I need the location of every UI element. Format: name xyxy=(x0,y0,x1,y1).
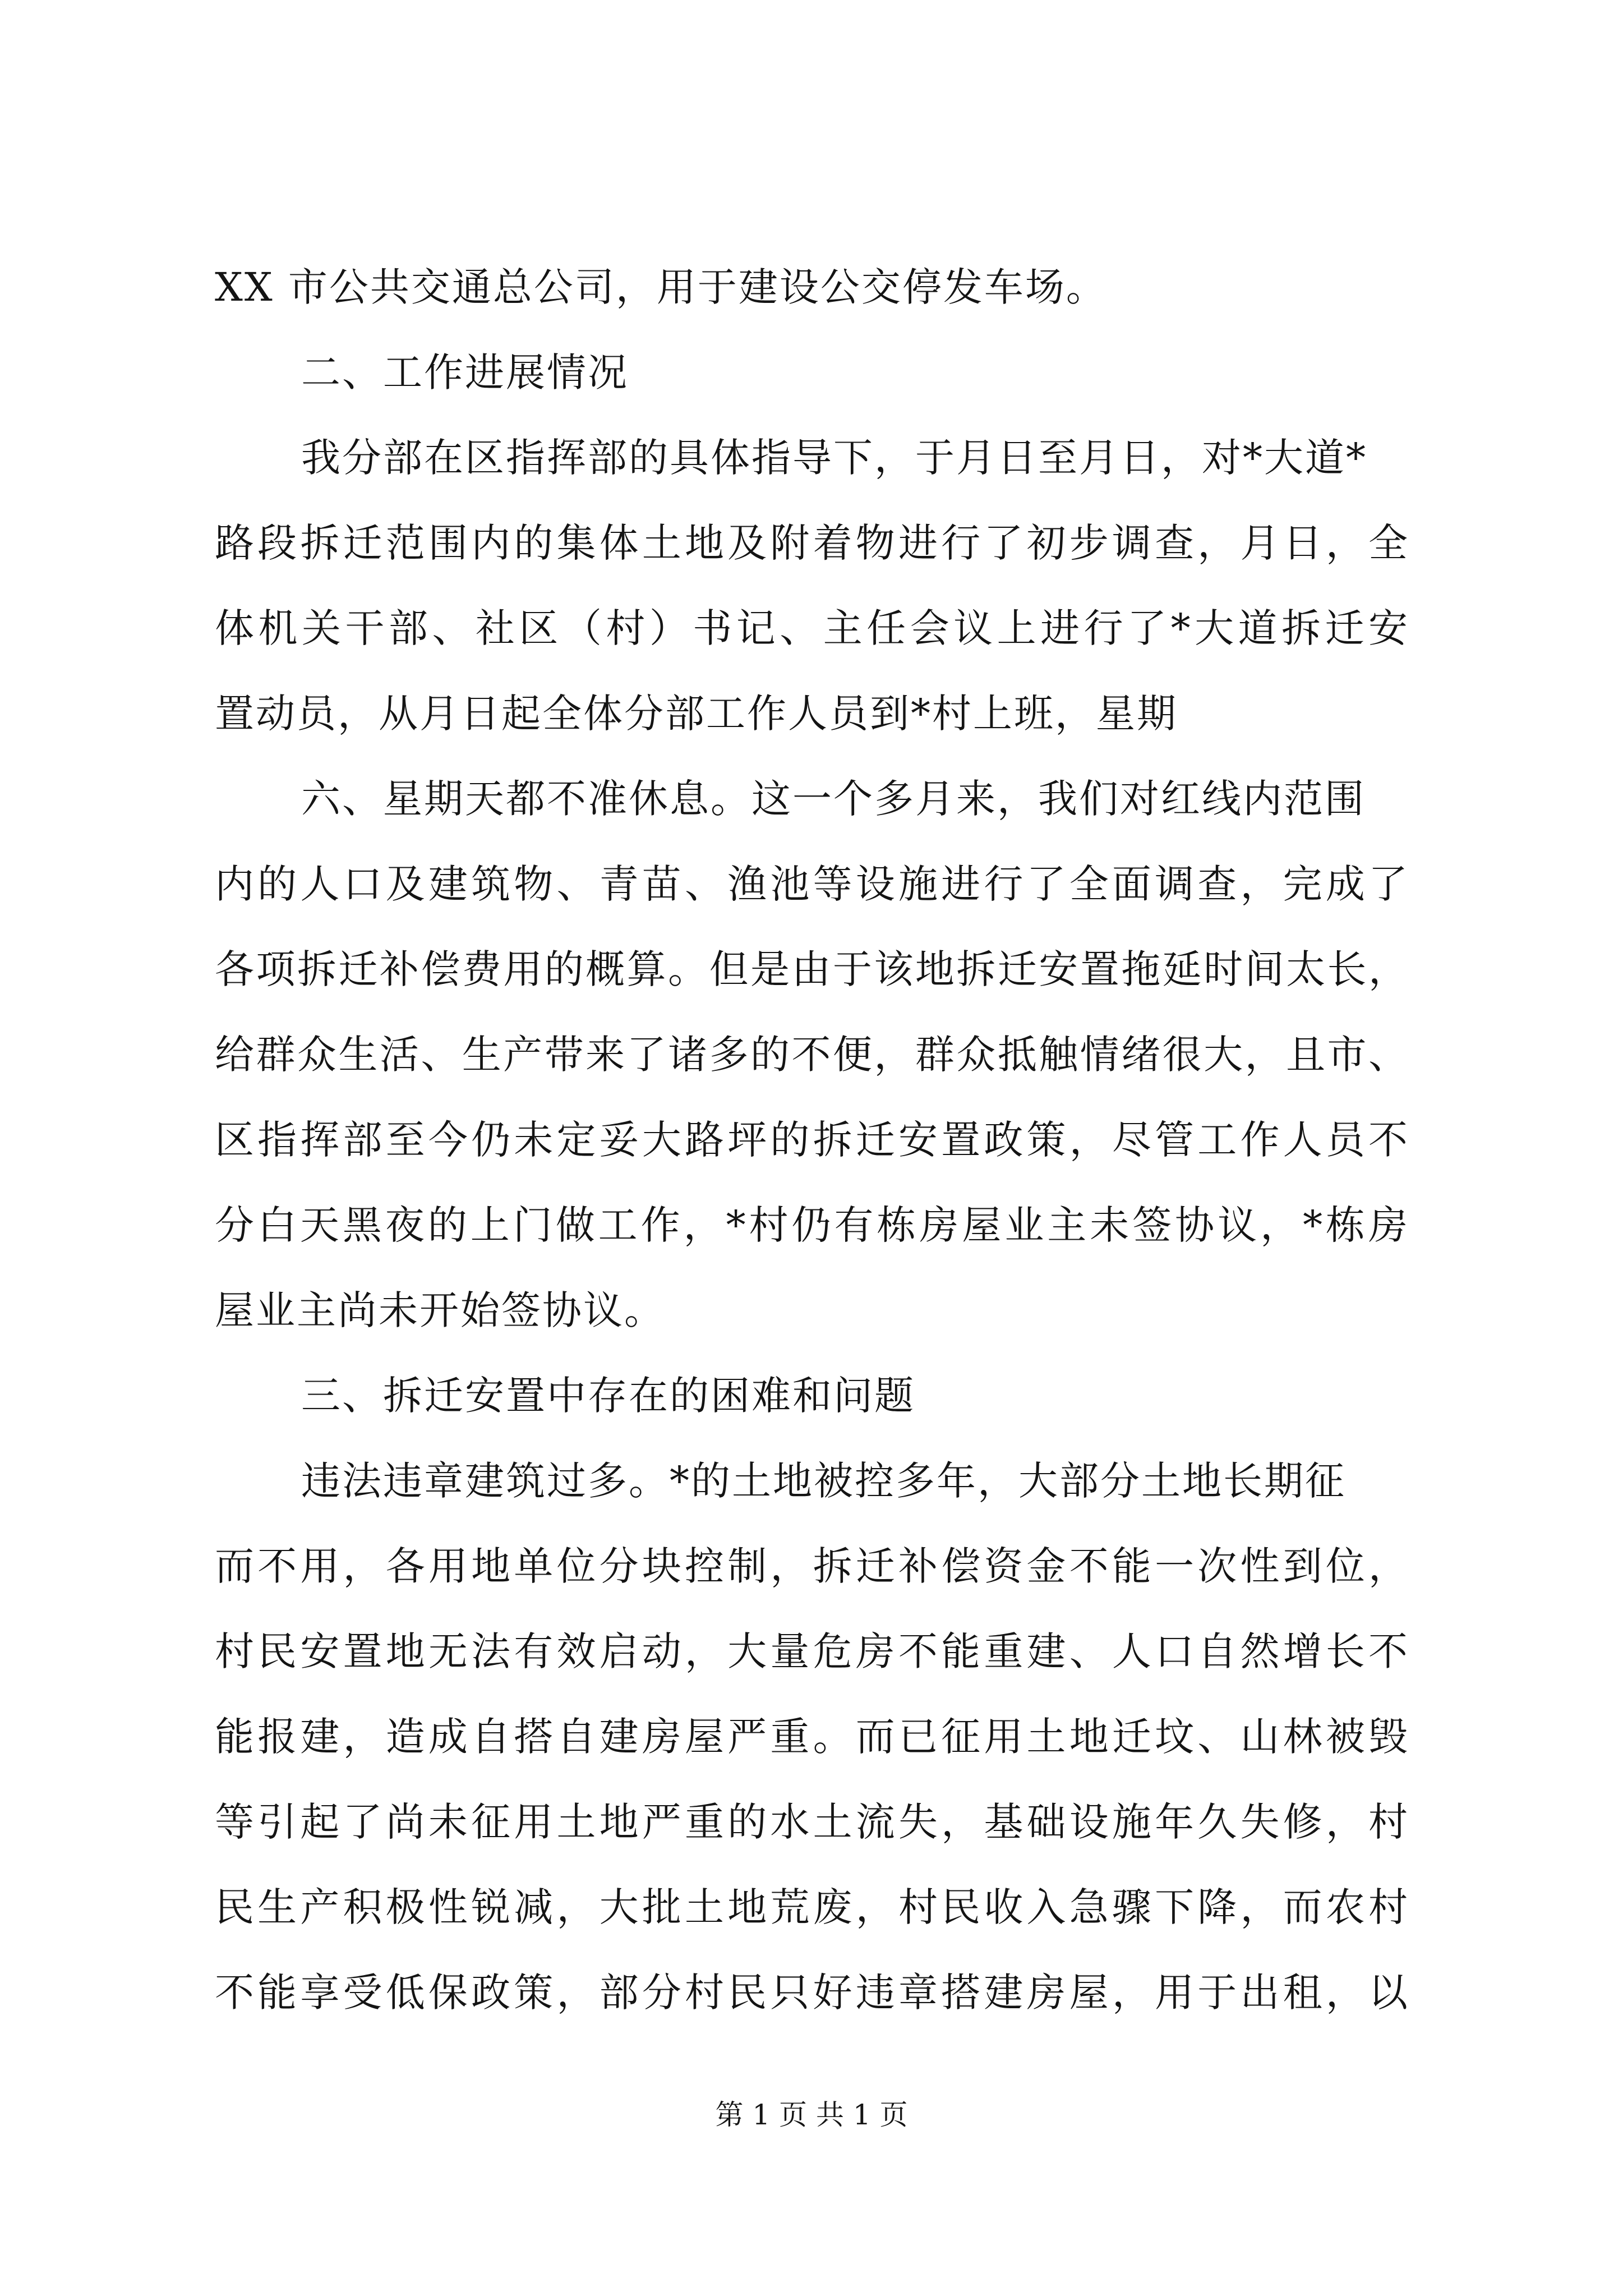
text-line: 给群众生活、生产带来了诸多的不便，群众抵触情绪很大，且市、 xyxy=(215,1032,1409,1078)
text-line: 能报建，造成自搭自建房屋严重。而已征用土地迁坟、山林被毁 xyxy=(215,1714,1409,1760)
text-line: 村民安置地无法有效启动，大量危房不能重建、人口自然增长不 xyxy=(215,1628,1409,1674)
text-line: 置动员，从月日起全体分部工作人员到*村上班，星期 xyxy=(215,691,1178,737)
text-line: 民生产积极性锐减，大批土地荒废，村民收入急骤下降，而农村 xyxy=(215,1884,1409,1930)
section-heading: 三、拆迁安置中存在的困难和问题 xyxy=(301,1373,915,1419)
page-number: 第 1 页 共 1 页 xyxy=(715,2099,908,2131)
text-line: 分白天黑夜的上门做工作，*村仍有栋房屋业主未签协议，*栋房 xyxy=(215,1202,1409,1248)
text-line: 而不用，各用地单位分块控制，拆迁补偿资金不能一次性到位， xyxy=(215,1543,1409,1589)
text-line: 违法违章建筑过多。*的土地被控多年，大部分土地长期征 xyxy=(301,1458,1346,1504)
text-line: 等引起了尚未征用土地严重的水土流失，基础设施年久失修，村 xyxy=(215,1799,1409,1845)
text-line: 路段拆迁范围内的集体土地及附着物进行了初步调查，月日，全 xyxy=(215,520,1409,566)
text-line: 内的人口及建筑物、青苗、渔池等设施进行了全面调查，完成了 xyxy=(215,861,1409,907)
text-line: 区指挥部至今仍未定妥大路坪的拆迁安置政策，尽管工作人员不 xyxy=(215,1117,1409,1163)
text-line: 体机关干部、社区（村）书记、主任会议上进行了*大道拆迁安 xyxy=(215,605,1409,651)
text-line: 我分部在区指挥部的具体指导下，于月日至月日，对*大道* xyxy=(301,435,1367,481)
section-heading: 二、工作进展情况 xyxy=(301,349,629,395)
text-line: 屋业主尚未开始签协议。 xyxy=(215,1287,665,1333)
page-footer xyxy=(0,2095,1623,2134)
text-line: XX 市公共交通总公司，用于建设公交停发车场。 xyxy=(215,264,1107,310)
text-line: 六、星期天都不准休息。这一个多月来，我们对红线内范围 xyxy=(301,776,1366,822)
text-line: 不能享受低保政策，部分村民只好违章搭建房屋，用于出租，以 xyxy=(215,1970,1409,2016)
text-line: 各项拆迁补偿费用的概算。但是由于该地拆迁安置拖延时间太长， xyxy=(215,946,1409,992)
